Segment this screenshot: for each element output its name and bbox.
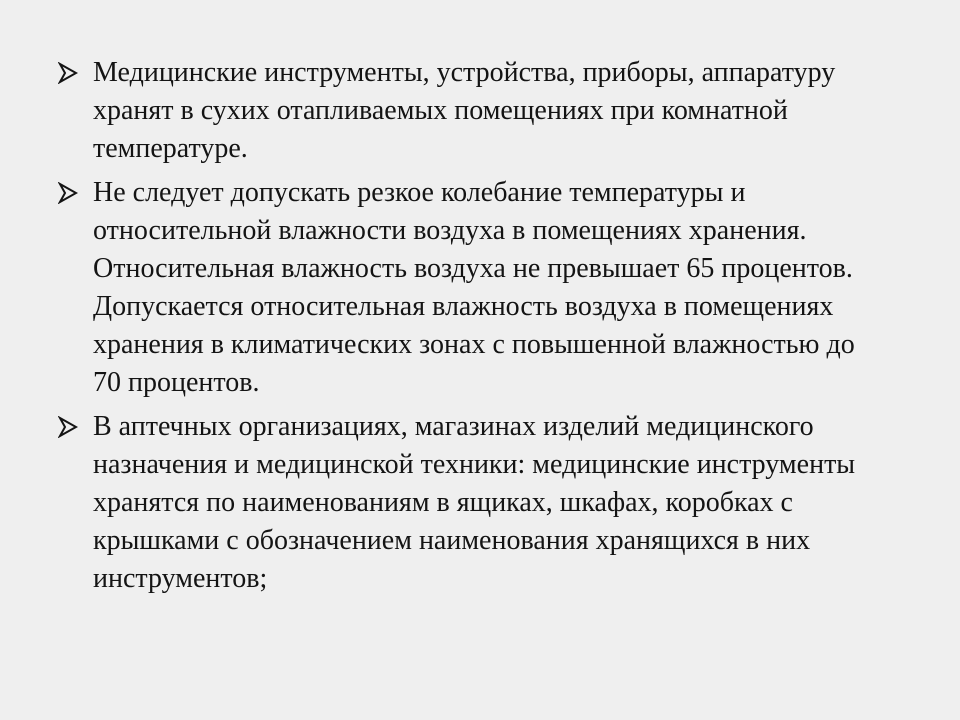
bullet-text-pharmacy-storage: В аптечных организациях, магазинах изделий медицинского назначения и медицинской техники: медицинские инструменты хранятся по наименованиям в ящиках, шкафах, коробках с крышками с обозначением наименования хранящихся в них инструментов; [93,411,856,594]
bullet-text-storage-conditions: Медицинские инструменты, устройства, приборы, аппаратуру хранят в сухих отапливаемых помещениях при комнатной температуре. [93,57,836,164]
bullet-list [58,54,888,604]
bullet-item-storage-conditions [58,54,888,168]
arrowhead-bullet-icon [58,174,82,212]
bullet-item-humidity [58,174,888,402]
bullet-item-pharmacy-storage [58,408,888,598]
arrowhead-bullet-icon [58,54,82,92]
bullet-text-humidity: Не следует допускать резкое колебание температуры и относительной влажности воздуха в помещениях хранения. Относительная влажность воздуха не превышает 65 процентов. Допускается относительная влажность воздуха в помещениях хранения в климатических зонах с повышенной влажностью до 70 процентов. [93,177,855,398]
arrowhead-bullet-icon [58,408,82,446]
